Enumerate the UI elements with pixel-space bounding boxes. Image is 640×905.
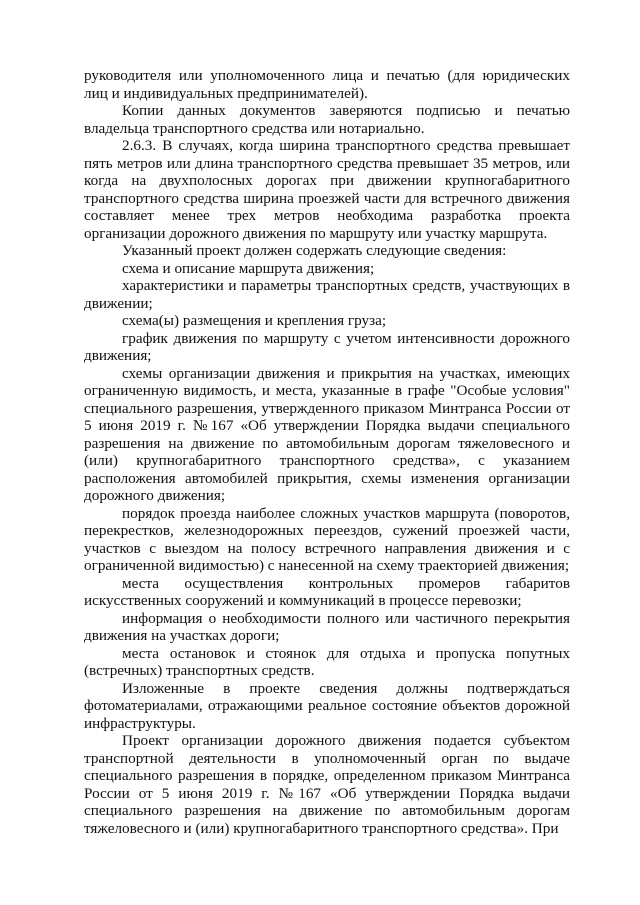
paragraph-9: схемы организации движения и прикрытия на участках, имеющих ограниченную видимость, и места, указанные в графе "Особые условия" специального разрешения, утвержденного приказом Минтранса России от 5 июня 2019 г. №167 «Об утверждении Порядка выдачи специального разрешения на движение по автомобильным дорогам тяжеловесного и (или) крупногабаритного транспортного средства», с указанием расположения автомобилей прикрытия, схемы изменения организации дорожного движения; [84, 364, 570, 504]
paragraph-3: 2.6.3. В случаях, когда ширина транспортного средства превышает пять метров или длина транспортного средства превышает 35 метров, или когда на двухполосных дорогах при движении крупногабаритного транспортного средства ширина проезжей части для встречного движения составляет менее трех метров необходима разработка проекта организации дорожного движения по маршруту или участку маршрута. [84, 137, 570, 242]
paragraph-15: Проект организации дорожного движения подается субъектом транспортной деятельности в уполномоченный орган по выдаче специального разрешения в порядке, определенном приказом Минтранса России от 5 июня 2019 г. №167 «Об утверждении Порядка выдачи специального разрешения на движение по автомобильным дорогам тяжеловесного и (или) крупногабаритного транспортного средства». При [84, 732, 570, 837]
paragraph-14: Изложенные в проекте сведения должны подтверждаться фотоматериалами, отражающими реальное состояние объектов дорожной инфраструктуры. [84, 679, 570, 732]
paragraph-2: Копии данных документов заверяются подписью и печатью владельца транспортного средства или нотариально. [84, 102, 570, 137]
paragraph-10: порядок проезда наиболее сложных участков маршрута (поворотов, перекрестков, железнодорожных переездов, сужений проезжей части, участков с выездом на полосу встречного направления движения и с ограниченной видимостью) с нанесенной на схему траекторией движения; [84, 504, 570, 574]
paragraph-8: график движения по маршруту с учетом интенсивности дорожного движения; [84, 329, 570, 364]
paragraph-1: руководителя или уполномоченного лица и печатью (для юридических лиц и индивидуальных предпринимателей). [84, 67, 570, 102]
paragraph-12: информация о необходимости полного или частичного перекрытия движения на участках дороги; [84, 609, 570, 644]
paragraph-4: Указанный проект должен содержать следующие сведения: [122, 242, 507, 259]
paragraph-13: места остановок и стоянок для отдыха и пропуска попутных (встречных) транспортных средств. [84, 644, 570, 679]
paragraph-7: схема(ы) размещения и крепления груза; [122, 312, 387, 329]
paragraph-5: схема и описание маршрута движения; [122, 259, 375, 277]
document-body [84, 67, 570, 837]
paragraph-6: характеристики и параметры транспортных средств, участвующих в движении; [84, 277, 570, 312]
paragraph-11: места осуществления контрольных промеров габаритов искусственных сооружений и коммуникаций в процессе перевозки; [84, 574, 570, 609]
